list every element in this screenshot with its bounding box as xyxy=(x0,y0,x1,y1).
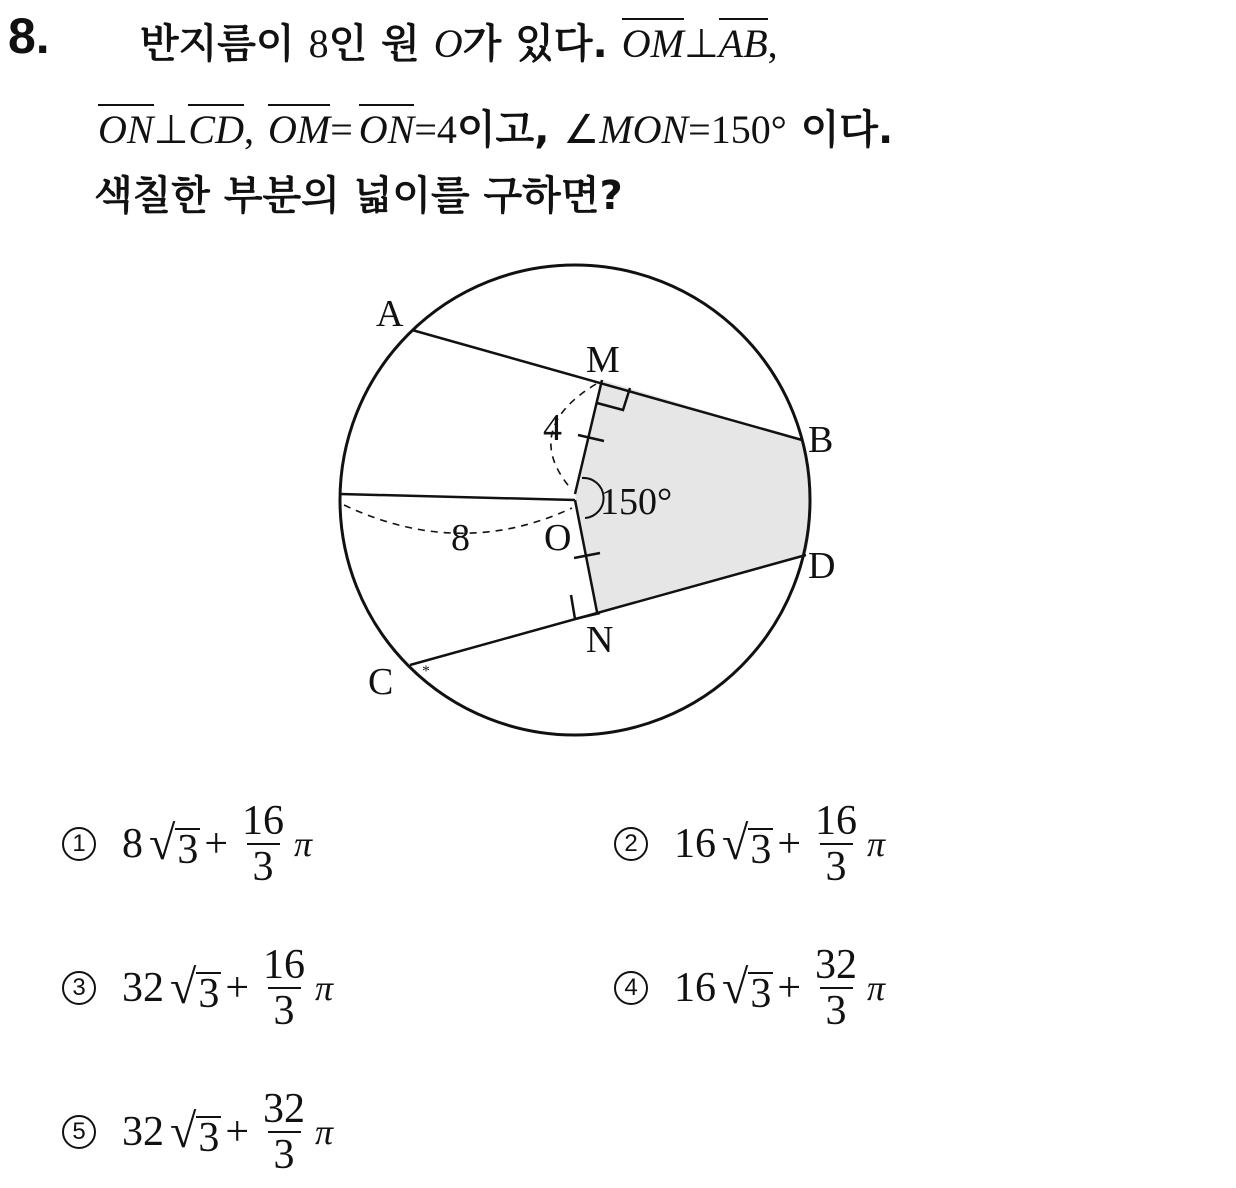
segment-om: OM xyxy=(268,104,330,152)
radius-segment xyxy=(340,494,575,500)
sqrt-expression xyxy=(170,961,221,1017)
sqrt-expression xyxy=(149,817,200,873)
sqrt-expression xyxy=(722,961,773,1017)
sqrt-expression xyxy=(170,1105,221,1161)
choice-coefficient: 16 xyxy=(674,821,716,867)
length-value: 4 xyxy=(436,107,457,152)
choice-marker: 5 xyxy=(62,1115,96,1149)
choice-coefficient: 32 xyxy=(122,1109,164,1155)
sqrt-icon: √ xyxy=(170,961,197,1014)
choice-2[interactable] xyxy=(614,794,885,894)
fraction xyxy=(809,799,863,889)
fraction-denominator: 3 xyxy=(268,987,301,1033)
choice-marker: 1 xyxy=(62,827,96,861)
angle-value: 150 xyxy=(710,107,771,152)
comma: , xyxy=(767,21,778,66)
sqrt-icon: √ xyxy=(722,817,749,870)
fraction-denominator: 3 xyxy=(268,1131,301,1177)
angle-name: MON xyxy=(599,107,689,152)
radicand: 3 xyxy=(177,827,199,873)
fraction-numerator: 32 xyxy=(263,1086,306,1132)
label-angle-150: 150° xyxy=(600,481,673,523)
fraction xyxy=(257,943,311,1033)
small-mark: * xyxy=(422,663,430,680)
fraction-numerator: 16 xyxy=(263,942,306,988)
plus-sign: + xyxy=(225,1109,250,1155)
segment-om: OM xyxy=(622,18,684,66)
choice-5[interactable] xyxy=(62,1082,333,1182)
plus-sign: + xyxy=(204,821,229,867)
fraction-denominator: 3 xyxy=(820,843,853,889)
plus-sign: + xyxy=(225,965,250,1011)
question-text: 반지름이 xyxy=(140,21,295,67)
pi-symbol: π xyxy=(294,824,313,864)
radicand: 3 xyxy=(198,1115,220,1161)
comma: , xyxy=(244,107,254,152)
equals-sign: = xyxy=(414,107,437,152)
fraction-denominator: 3 xyxy=(247,843,280,889)
label-m: M xyxy=(586,339,620,381)
equals-sign: = xyxy=(330,107,353,152)
fraction-denominator: 3 xyxy=(820,987,853,1033)
choice-marker: 3 xyxy=(62,971,96,1005)
degree-symbol: ° xyxy=(770,107,787,152)
radicand: 3 xyxy=(750,971,772,1017)
pi-symbol: π xyxy=(315,968,334,1008)
label-b: B xyxy=(808,419,834,461)
question-line-3: 색칠한 부분의 넓이를 구하면? xyxy=(94,173,623,219)
choice-3[interactable] xyxy=(62,938,333,1038)
choice-coefficient: 8 xyxy=(122,821,143,867)
choice-1[interactable] xyxy=(62,794,312,894)
choice-4[interactable] xyxy=(614,938,885,1038)
question-text: 이다. xyxy=(800,107,894,153)
fraction-numerator: 16 xyxy=(242,798,285,844)
center-symbol: O xyxy=(433,21,463,66)
choice-coefficient: 32 xyxy=(122,965,164,1011)
perp-symbol: ⊥ xyxy=(153,107,189,152)
question-text: 이고, xyxy=(456,107,550,153)
fraction xyxy=(236,799,290,889)
question-number: 8. xyxy=(8,8,50,64)
perp-symbol: ⊥ xyxy=(683,21,719,66)
choice-coefficient: 16 xyxy=(674,965,716,1011)
segment-on: ON xyxy=(359,104,415,152)
segment-ab: AB xyxy=(719,18,768,66)
pi-symbol: π xyxy=(867,968,886,1008)
radicand: 3 xyxy=(750,827,772,873)
radius-value: 8 xyxy=(308,21,329,66)
radicand: 3 xyxy=(198,971,220,1017)
angle-symbol: ∠ xyxy=(563,107,600,152)
label-a: A xyxy=(376,293,404,335)
label-c: C xyxy=(368,661,394,703)
fraction xyxy=(809,943,863,1033)
fraction-numerator: 16 xyxy=(815,798,858,844)
sqrt-icon: √ xyxy=(170,1105,197,1158)
label-d: D xyxy=(808,545,836,587)
label-o: O xyxy=(544,517,572,559)
fraction-numerator: 32 xyxy=(815,942,858,988)
choice-marker: 2 xyxy=(614,827,648,861)
pi-symbol: π xyxy=(315,1112,334,1152)
sqrt-icon: √ xyxy=(722,961,749,1014)
question-text: 가 있다. xyxy=(462,21,608,67)
sqrt-expression xyxy=(722,817,773,873)
label-n: N xyxy=(586,619,614,661)
question-text: 인 원 xyxy=(328,21,420,67)
segment-cd: CD xyxy=(188,104,244,152)
choice-marker: 4 xyxy=(614,971,648,1005)
plus-sign: + xyxy=(777,965,802,1011)
label-length-4: 4 xyxy=(543,407,562,449)
fraction xyxy=(257,1087,311,1177)
equals-sign: = xyxy=(688,107,711,152)
sqrt-icon: √ xyxy=(149,817,176,870)
label-radius-8: 8 xyxy=(451,517,470,559)
segment-on: ON xyxy=(98,104,154,152)
plus-sign: + xyxy=(777,821,802,867)
pi-symbol: π xyxy=(867,824,886,864)
